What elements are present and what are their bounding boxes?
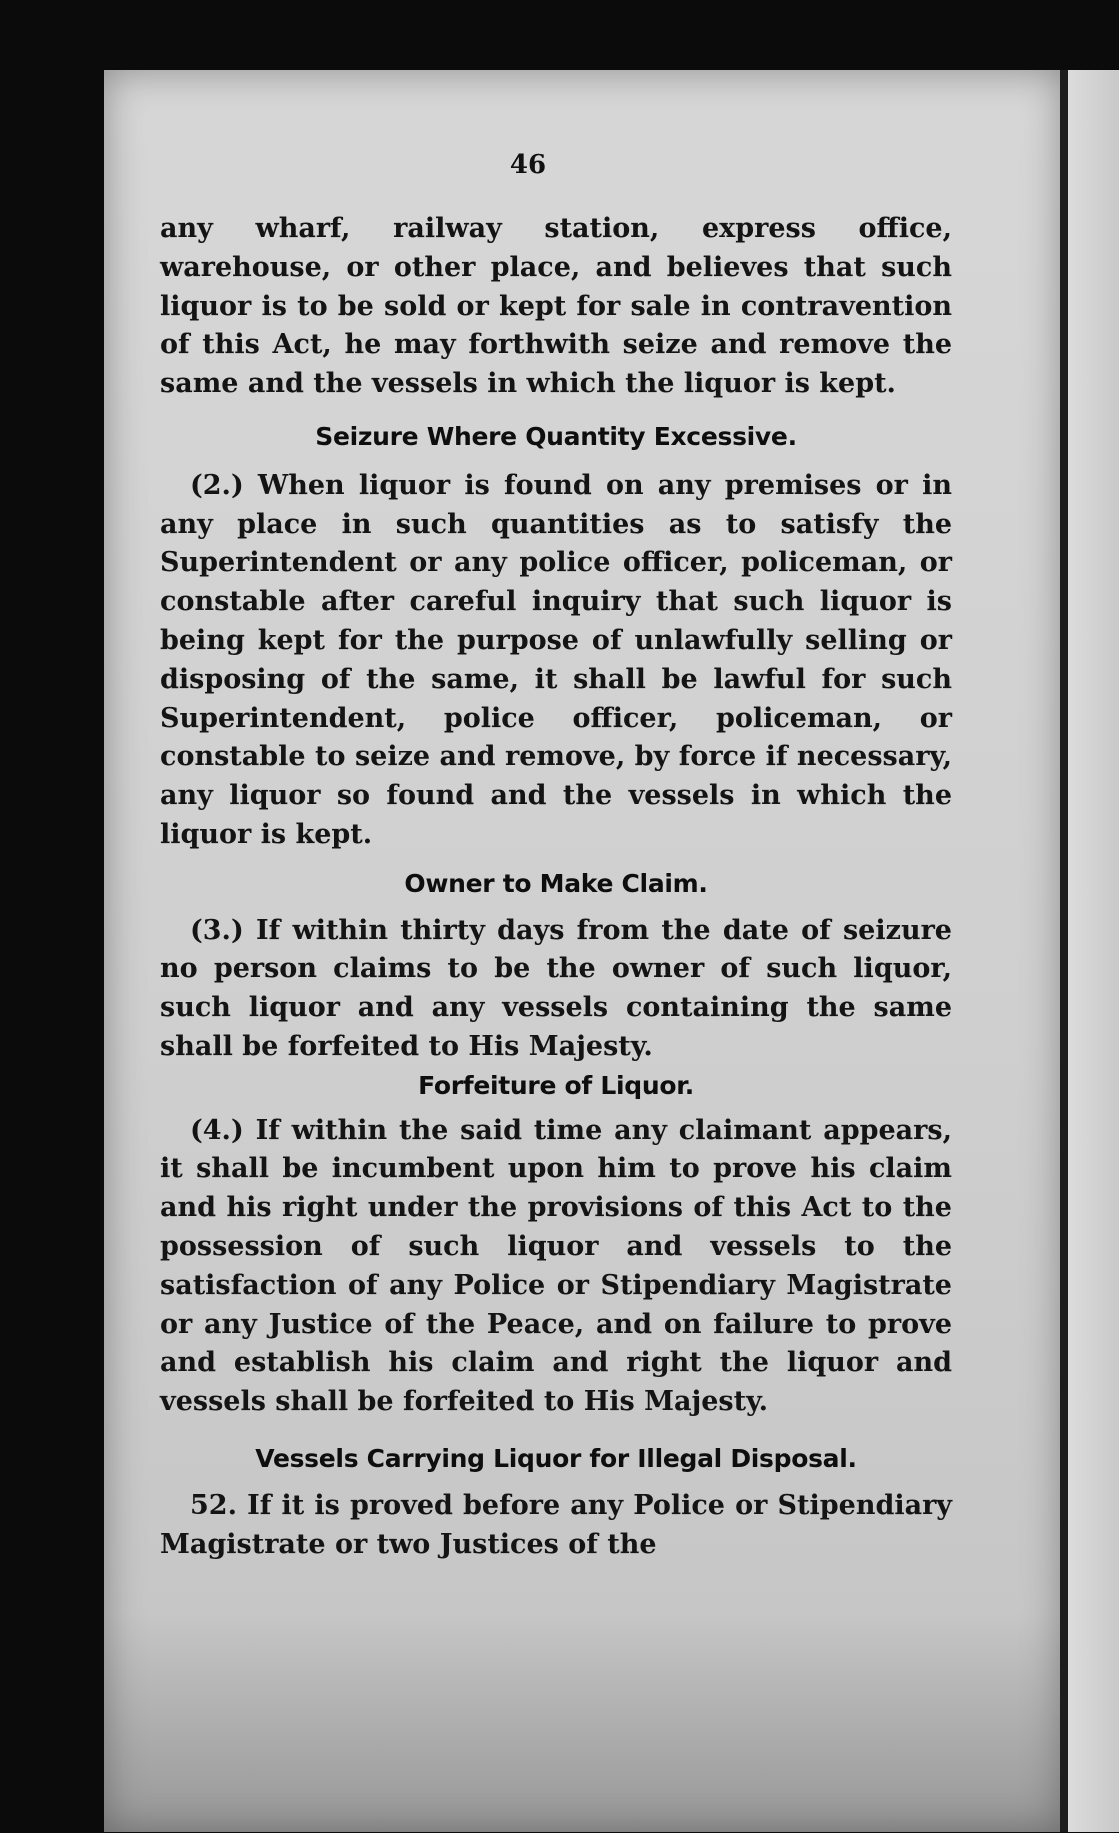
- facing-page-edge: [1068, 70, 1119, 1832]
- paragraph-continuation: any wharf, railway station, express office, warehouse, or other place, and believes that such liquor is to be sold or kept for sale in contravention of this Act, he may forthwith seize and remove the same and the vessels in which the liquor is kept.: [160, 213, 952, 400]
- heading-owner-to-make-claim: Owner to Make Claim.: [404, 868, 708, 898]
- heading-forfeiture-of-liquor: Forfeiture of Liquor.: [418, 1070, 694, 1100]
- heading-seizure-where-quantity-excessive: Seizure Where Quantity Excessive.: [315, 421, 797, 451]
- page-number: 46: [509, 150, 547, 180]
- paragraph-subsection-2: (2.) When liquor is found on any premises or in any place in such quantities as to satisfy the Superintendent or any police officer, policeman, or constable after careful inquiry that such liquor is being kept for the purpose of unlawfully selling or disposing of the same, it shall be lawful for such Superintendent, police officer, policeman, or constable to seize and remove, by force if necessary, any liquor so found and the vessels in which the liquor is kept.: [160, 469, 952, 850]
- page-edge-shadow: [1060, 70, 1068, 1832]
- paragraph-subsection-3: (3.) If within thirty days from the date of seizure no person claims to be the owner of such liquor, such liquor and any vessels containing the same shall be forfeited to His Majesty.: [160, 914, 952, 1062]
- paragraph-subsection-4: (4.) If within the said time any claimant appears, it shall be incumbent upon him to prove his claim and his right under the provisions of this Act to the possession of such liquor and vessels to the satisfaction of any Police or Stipendiary Magistrate or any Justice of the Peace, and on failure to prove and establish his claim and right the liquor and vessels shall be forfeited to His Majesty.: [160, 1114, 952, 1418]
- book-page: [104, 70, 1062, 1832]
- heading-vessels-carrying-liquor: Vessels Carrying Liquor for Illegal Disposal.: [255, 1443, 857, 1473]
- page-text-block: [160, 210, 952, 1564]
- paragraph-section-52: 52. If it is proved before any Police or Stipendiary Magistrate or two Justices of the: [160, 1489, 952, 1560]
